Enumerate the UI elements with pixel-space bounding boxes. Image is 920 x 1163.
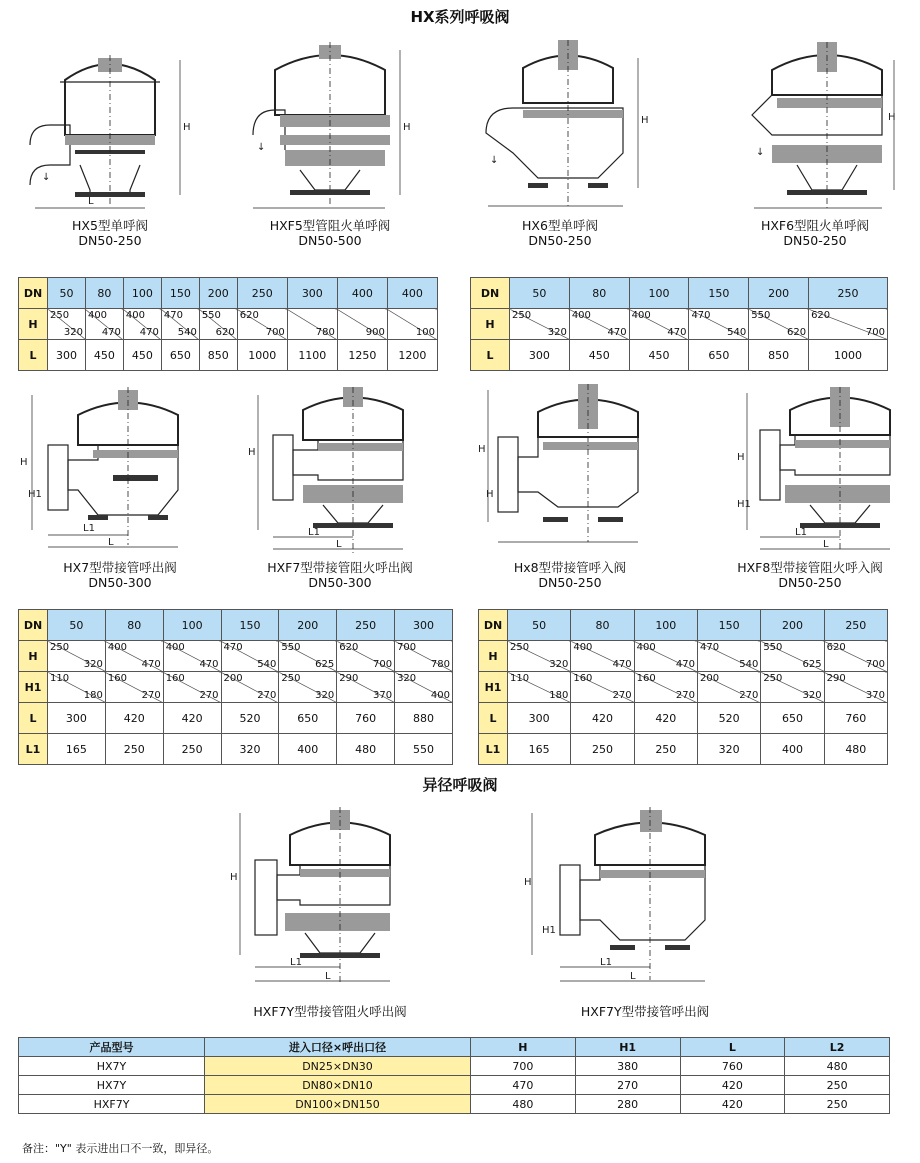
svg-text:H: H [524,877,532,888]
table-header-row: 产品型号 进入口径×呼出口径 H H1 L L2 [19,1038,890,1057]
caption-model: HXF6型阻火单呼阀 [760,218,870,233]
page-title: HX系列呼吸阀 [410,8,510,26]
caption-hx6 [460,218,660,248]
svg-text:H: H [486,489,494,500]
valve-drawing-hx7 [18,385,203,559]
table-row: HXF7Y DN100×DN150 480 280 420 250 [19,1095,890,1114]
table-row: L 300 420 420 520 650 760 880 [19,703,453,734]
caption-hx7 [15,560,225,590]
svg-text:H: H [230,872,238,883]
caption-model: HX5型单呼阀 [72,218,148,233]
valve-drawing-hxf5 [245,40,415,219]
caption-model: HX6型单呼阀 [522,218,598,233]
svg-text:H1: H1 [542,925,556,936]
caption-range: DN50-250 [783,233,847,248]
svg-text:L: L [108,537,114,548]
caption-range: DN50-300 [308,575,372,590]
table-row: L 300 420 420 520 650 760 [479,703,888,734]
valve-drawing-hxf8 [735,385,915,559]
table-row: HX7Y DN25×DN30 700 380 760 480 [19,1057,890,1076]
svg-text:H: H [641,115,649,126]
svg-text:L1: L1 [308,527,320,538]
svg-text:L: L [325,971,331,982]
svg-text:↓: ↓ [756,147,765,158]
svg-text:↓: ↓ [257,142,266,153]
table-row: DN 50 80 100 150 200 250 300 400 400 [19,278,438,309]
table-row: DN 50 80 100 150 200 250 [479,610,888,641]
caption-hxf7y-flame: HXF7Y型带接管阻火呼出阀 [253,1004,407,1019]
spec-table-group2-left [18,609,453,765]
caption-range: DN50-500 [298,233,362,248]
table-row: H 250 320 400 470 400 470 470 540 550 625 620 700 [479,641,888,672]
svg-text:L: L [88,196,94,207]
spec-table-group1-right [470,277,888,371]
caption-hxf6 [715,218,915,248]
caption-model: HXF7型带接管阻火呼出阀 [267,560,413,575]
caption-hxf5 [220,218,440,248]
caption-model: Hx8型带接管呼入阀 [513,560,627,575]
table-row: H1 110 180 160 270 160 270 200 270 250 320 290 370 [479,672,888,703]
table-row: DN 50 80 100 150 200 250 [471,278,888,309]
svg-text:H: H [183,122,191,133]
svg-text:L1: L1 [795,527,807,538]
table-row: L1 165 250 250 320 400 480 [479,734,888,765]
svg-text:H: H [737,452,745,463]
reducer-spec-table [18,1037,890,1114]
valve-drawing-hxf7 [248,385,423,564]
svg-text:H: H [403,122,411,133]
svg-text:H: H [248,447,256,458]
table-row: H 250 320 400 470 400 470 470 540 550 620 620 700 780 900 100 [19,309,438,340]
table-row: H 250 320 400 470 400 470 470 540 550 625 620 700 700 780 [19,641,453,672]
caption-model: HXF5型管阻火单呼阀 [269,218,391,233]
valve-drawing-hx8 [478,382,658,556]
table-row: H 250 320 400 470 400 470 470 540 550 620 620 700 [471,309,888,340]
svg-text:L: L [630,971,636,982]
svg-text:L1: L1 [290,957,302,968]
caption-range: DN50-250 [528,233,592,248]
svg-text:H: H [478,444,486,455]
valve-drawing-hx6 [478,38,653,217]
caption-model: HXF8型带接管阻火呼入阀 [737,560,883,575]
caption-hx5 [10,218,210,248]
table-row: L 300 450 450 650 850 1000 1100 1250 1200 [19,340,438,371]
valve-drawing-hxf7y-flame [225,805,410,994]
caption-hxf7y: HXF7Y型带接管呼出阀 [580,1004,710,1019]
valve-drawing-hxf6 [742,40,907,219]
caption-hxf7 [230,560,450,590]
svg-text:L: L [823,539,829,550]
svg-text:↓: ↓ [490,155,499,166]
table-row: L1 165 250 250 320 400 480 550 [19,734,453,765]
table-row: HX7Y DN80×DN10 470 270 420 250 [19,1076,890,1095]
spec-table-group2-right [478,609,888,765]
footnote: 备注："Y" 表示进出口不一致，即异径。 [22,1142,219,1155]
valve-drawing-hx5 [20,40,200,219]
caption-hxf8 [700,560,920,590]
caption-range: DN50-250 [538,575,602,590]
table-row: L 300 450 450 650 850 1000 [471,340,888,371]
table-row: H1 110 180 160 270 160 270 200 270 250 320 290 370 320 400 [19,672,453,703]
caption-range: DN50-250 [78,233,142,248]
table-row: DN 50 80 100 150 200 250 300 [19,610,453,641]
svg-text:H: H [20,457,28,468]
svg-text:L1: L1 [600,957,612,968]
caption-hx8 [470,560,670,590]
caption-model: HX7型带接管呼出阀 [63,560,177,575]
svg-text:H: H [888,112,896,123]
svg-text:L: L [336,539,342,550]
svg-text:H1: H1 [737,499,751,510]
section-title-reducer: 异径呼吸阀 [422,776,498,794]
svg-text:H1: H1 [28,489,42,500]
svg-text:↓: ↓ [42,172,51,183]
valve-drawing-hxf7y [520,805,715,994]
caption-range: DN50-300 [88,575,152,590]
svg-text:L1: L1 [83,523,95,534]
spec-table-group1-left [18,277,438,371]
caption-range: DN50-250 [778,575,842,590]
